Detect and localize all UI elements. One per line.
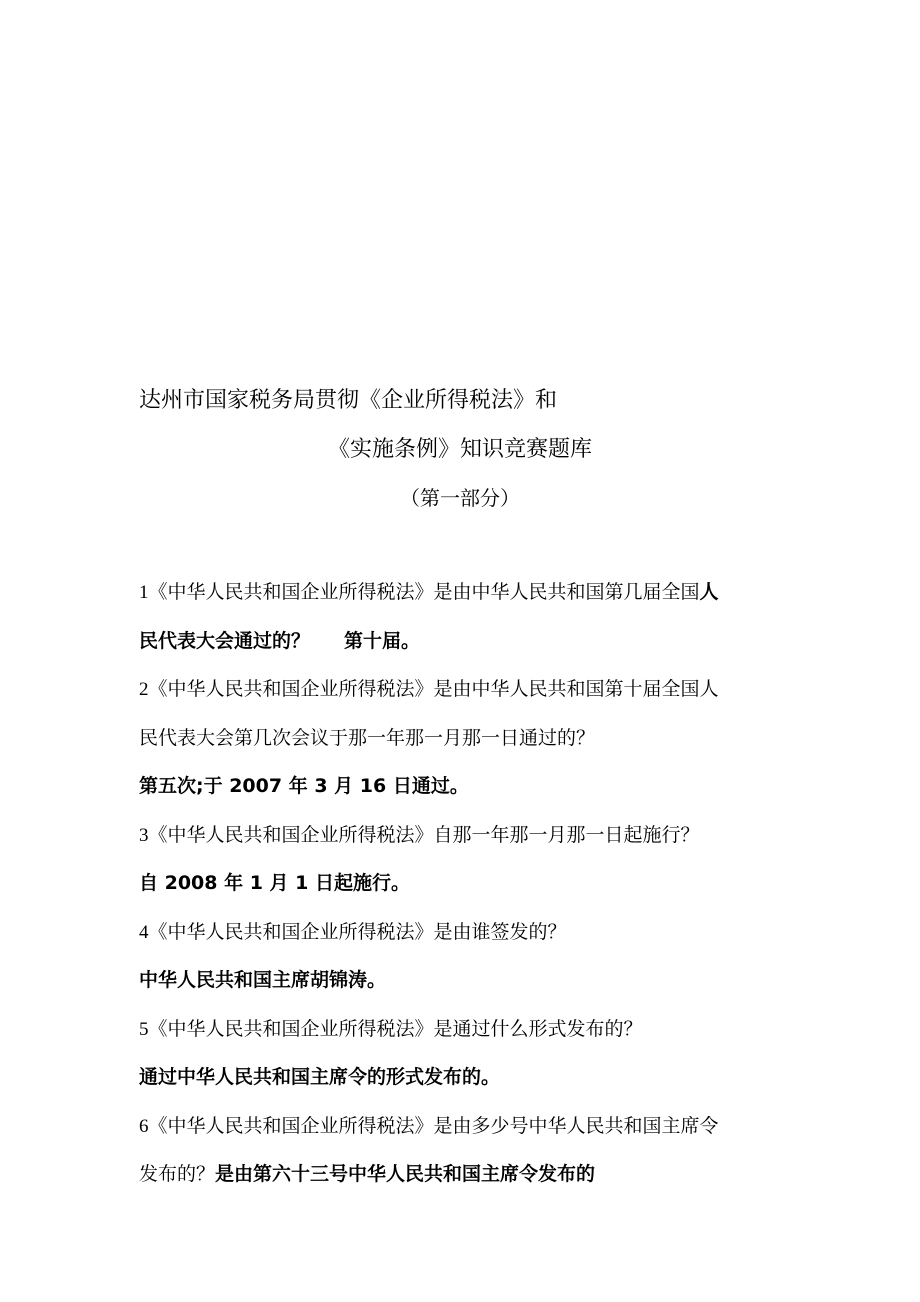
- answer-3-text: 自 2008 年 1 月 1 日起施行。: [139, 872, 411, 894]
- question-6-line-1: [139, 1108, 789, 1157]
- answer-2-text: 第五次;于 2007 年 3 月 16 日通过。: [139, 775, 469, 797]
- question-4: [139, 914, 789, 963]
- question-1-text-cont: 民代表大会通过的？: [139, 629, 311, 652]
- question-5: [139, 1011, 789, 1060]
- question-1-line-1: [139, 574, 789, 623]
- question-5-text: 《中华人民共和国企业所得税法》是通过什么形式发布的？: [148, 1017, 643, 1040]
- answer-1: 第十届。: [344, 629, 421, 652]
- question-4-number: 4: [139, 921, 149, 943]
- question-1-text-tail: 人: [699, 581, 719, 603]
- answer-4: [139, 962, 789, 1011]
- question-2-number: 2: [139, 679, 149, 700]
- question-5-number: 5: [139, 1018, 149, 1040]
- question-1-number: 1: [139, 582, 149, 603]
- document-title-line-1: 达州市国家税务局贯彻《企业所得税法》和: [139, 388, 558, 413]
- document-subtitle: （第一部分）: [400, 486, 520, 510]
- question-3-text: 《中华人民共和国企业所得税法》自那一年那一月那一日起施行？: [148, 823, 700, 846]
- question-2-line-2: [139, 720, 789, 769]
- answer-3: [139, 865, 789, 914]
- answer-5: [139, 1059, 789, 1108]
- question-6-text: 《中华人民共和国企业所得税法》是由多少号中华人民共和国主席令: [148, 1114, 719, 1137]
- question-list: [139, 574, 789, 1205]
- document-title-line-2: 《实施条例》知识竞赛题库: [327, 437, 592, 462]
- question-6-number: 6: [139, 1115, 149, 1137]
- answer-2: [139, 768, 789, 817]
- answer-4-text: 中华人民共和国主席胡锦涛。: [139, 969, 387, 991]
- question-2-text: 《中华人民共和国企业所得税法》是由中华人民共和国第十届全国人: [148, 678, 719, 700]
- question-2-text-cont: 民代表大会第几次会议于那一年那一月那一日通过的？: [139, 726, 596, 749]
- question-2-line-1: [139, 671, 789, 720]
- question-3: [139, 817, 789, 866]
- question-1-line-2: [139, 623, 789, 672]
- question-3-number: 3: [139, 824, 149, 846]
- question-6-text-cont: 发布的？: [139, 1163, 216, 1185]
- answer-5-text: 通过中华人民共和国主席令的形式发布的。: [139, 1066, 501, 1088]
- question-6-line-2: [139, 1156, 789, 1205]
- answer-6: 是由第六十三号中华人民共和国主席令发布的: [215, 1163, 596, 1185]
- question-1-text: 《中华人民共和国企业所得税法》是由中华人民共和国第几届全国: [148, 581, 700, 603]
- question-4-text: 《中华人民共和国企业所得税法》是由谁签发的？: [148, 920, 567, 943]
